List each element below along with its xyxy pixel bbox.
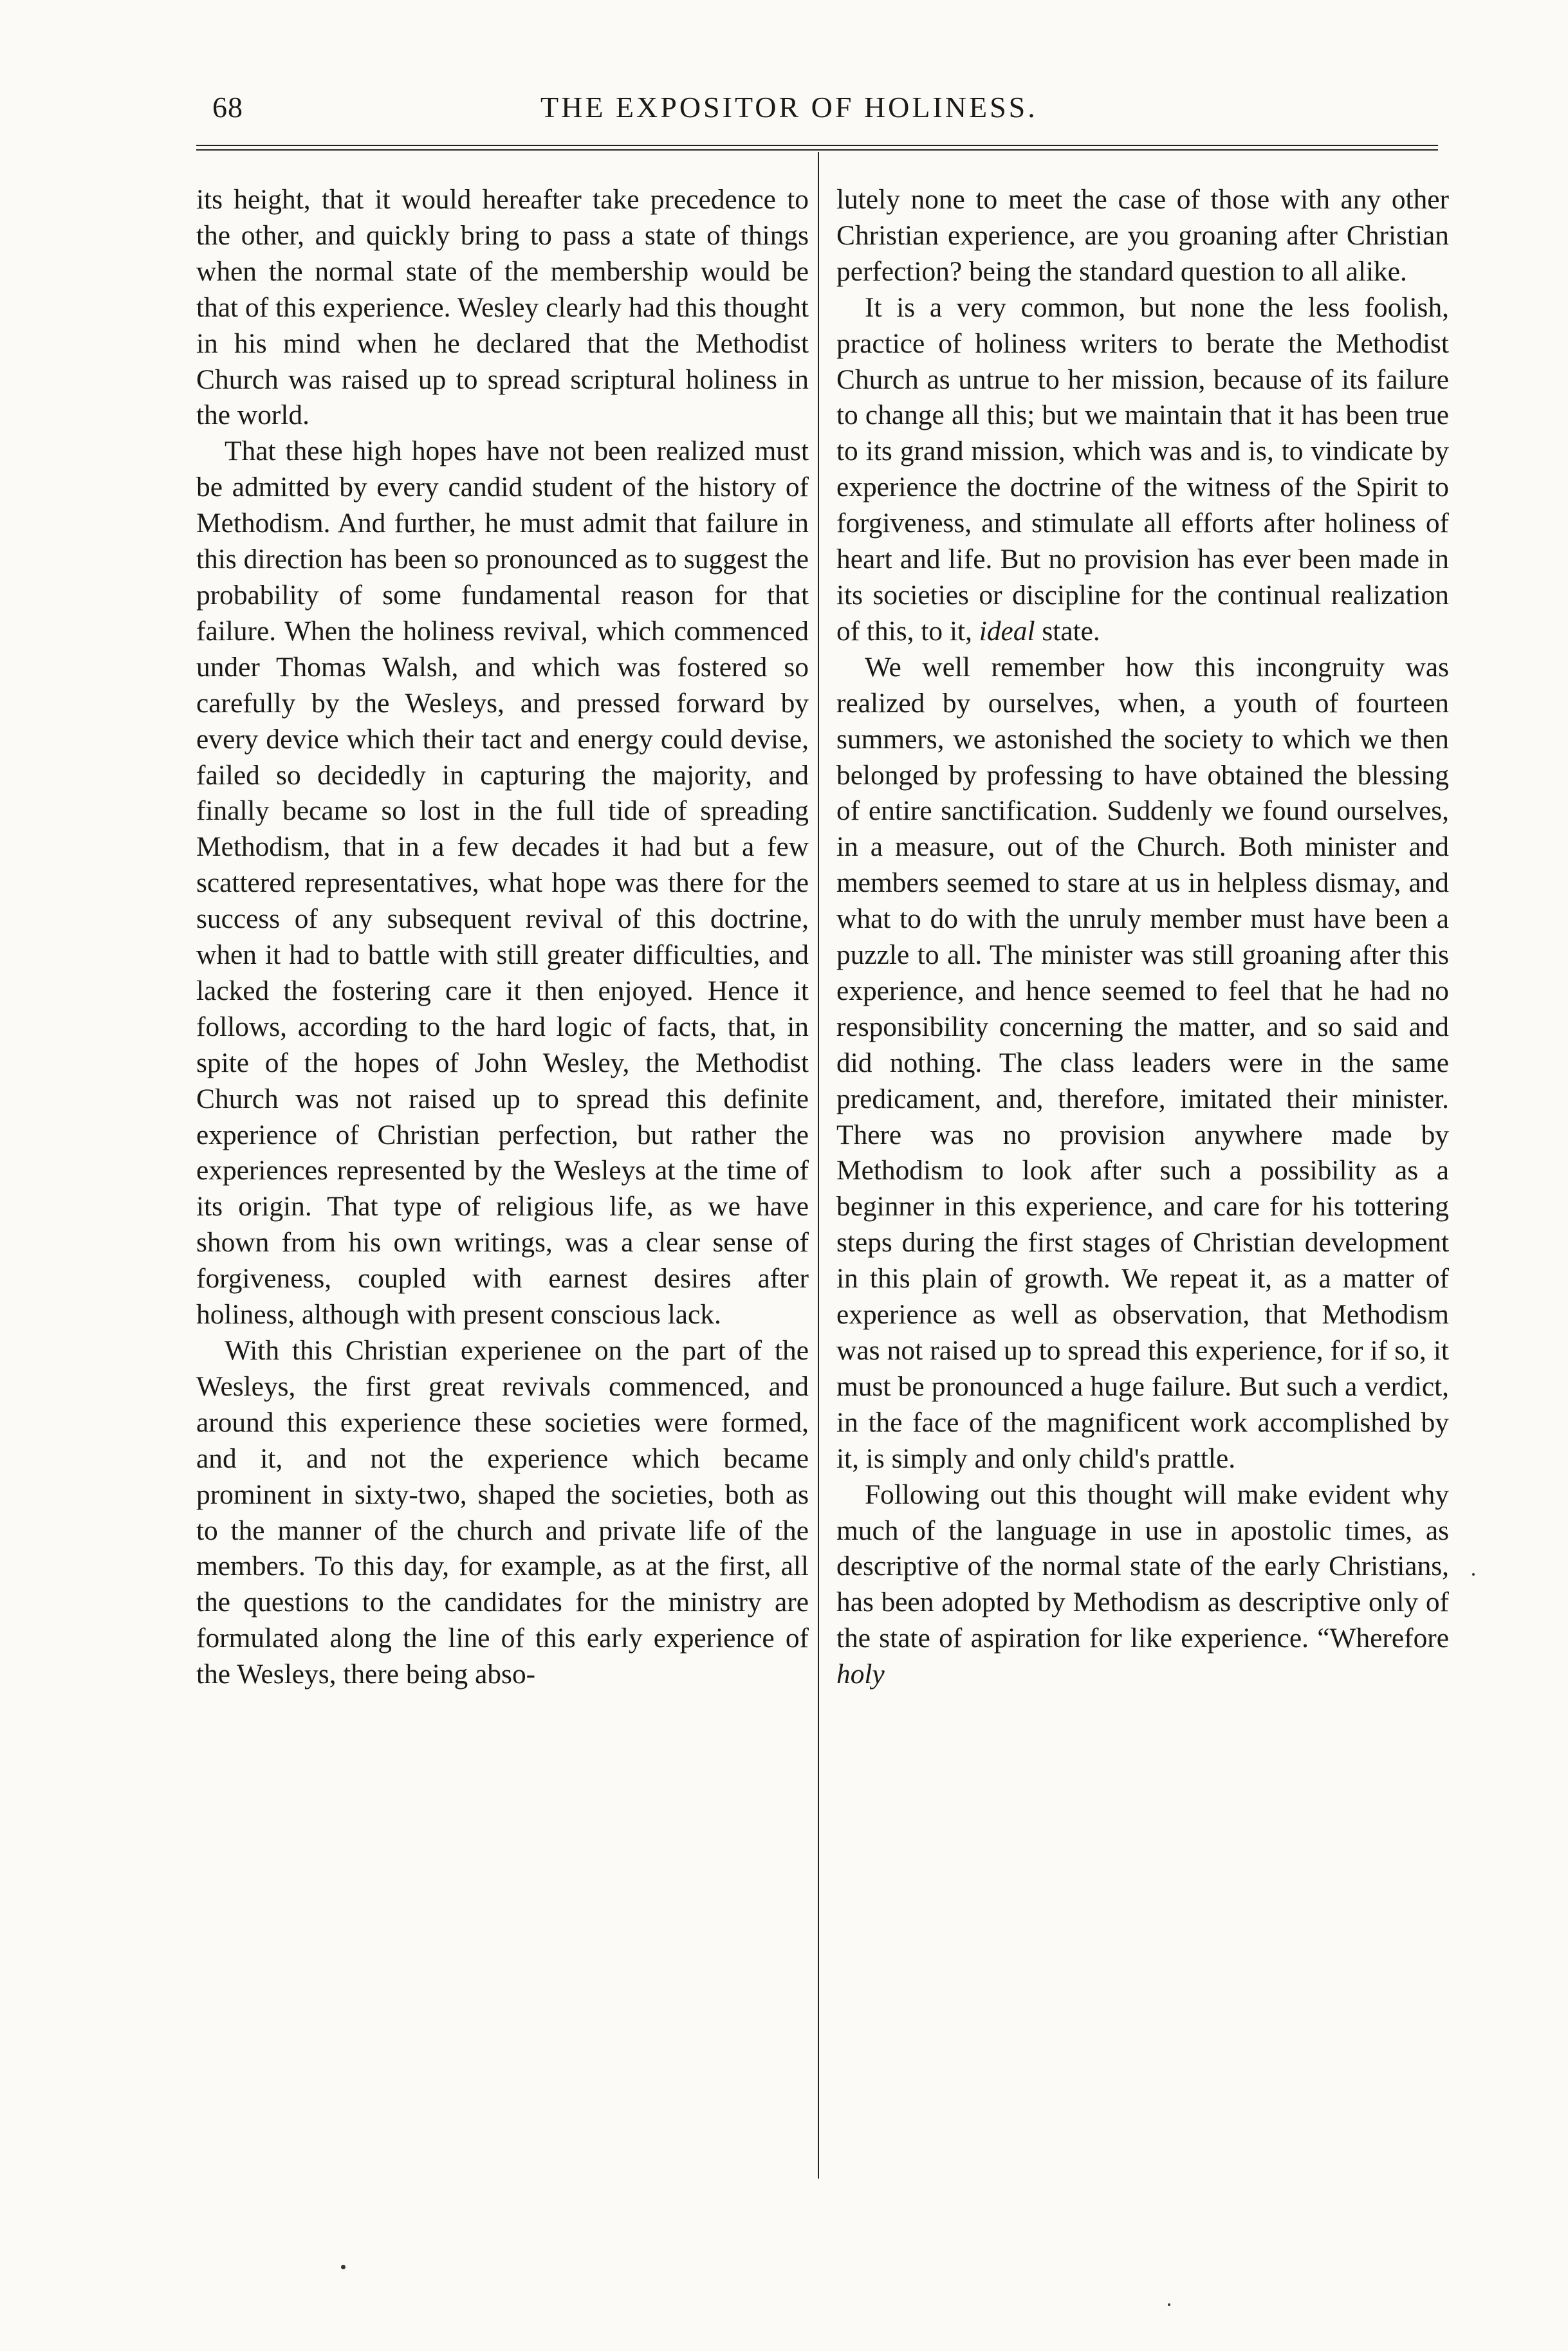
paragraph: lutely none to meet the case of those with any other Christian experience, are you groaning after Christian perfection? being the standard question to all alike. <box>836 184 1449 287</box>
paragraph-text: state. <box>1042 615 1100 647</box>
running-title: THE EXPOSITOR OF HOLINESS. <box>540 91 1038 124</box>
paragraph: With this Christian experienee on the part of the Wesleys, the first great revivals commenced, and around this experience these societies were formed, and it, and not the experience which became prominent in sixty-two, shaped the societies, both as to the manner of the church and private life of the members. To this day, for example, as at the first, all the questions to the candidates for the ministry are formulated along the line of this early experience of the Wesleys, there being abso- <box>196 1335 809 1690</box>
paragraph <box>836 290 1449 650</box>
paragraph-text: It is a very common, but none the less foolish, practice of holiness writers to berate the Methodist Church as untrue to her mission, because of its failure to change all this; but we maintain that it has been true to its grand mission, which was and is, to vindicate by experience the doctrine of the witness of the Spirit to forgiveness, and stimulate all efforts after holiness of heart and life. But no provision has ever been made in its societies or discipline for the continual realization of this, to it, <box>836 291 1449 647</box>
header-rule-bottom <box>196 149 1438 151</box>
column-divider <box>818 152 819 2179</box>
italic-word: holy <box>836 1659 885 1690</box>
header-rule-top <box>196 145 1438 146</box>
print-speck <box>341 2265 346 2269</box>
page-number: 68 <box>212 91 243 124</box>
print-speck <box>1168 2303 1170 2306</box>
paragraph: its height, that it would hereafter take precedence to the other, and quickly bring to pass a state of things when the normal state of the membership would be that of this experience. Wesley clearly had this thought in his mind when he declared that the Methodist Church was raised up to spread scriptural holiness in the world. <box>196 184 809 431</box>
paragraph: That these high hopes have not been realized must be admitted by every candid student of the history of Methodism. And further, he must admit that failure in this direction has been so pronounced as to suggest the probability of some fundamental reason for that failure. When the holiness revival, which commenced under Thomas Walsh, and which was fostered so carefully by the Wesleys, and pressed forward by every device which their tact and energy could devise, failed so decidedly in capturing the majority, and finally became so lost in the full tide of spreading Methodism, that in a few decades it had but a few scattered representatives, what hope was there for the success of any subsequent revival of this doctrine, when it had to battle with still greater difficulties, and lacked the fostering care it then enjoyed. Hence it follows, according to the hard logic of facts, that, in spite of the hopes of John Wesley, the Methodist Church was not raised up to spread this definite experience of Christian perfection, but rather the experiences represented by the Wesleys at the time of its origin. That type of religious life, as we have shown from his own writings, was a clear sense of forgiveness, coupled with earnest desires after holiness, although with present conscious lack. <box>196 436 809 1331</box>
right-column <box>836 182 1449 1693</box>
italic-word: ideal <box>979 615 1035 647</box>
print-speck <box>1472 1573 1475 1576</box>
paragraph <box>836 1477 1449 1693</box>
paragraph: We well remember how this incongruity was realized by ourselves, when, a youth of fourteen summers, we astonished the society to which we then belonged by professing to have obtained the blessing of entire sanctification. Suddenly we found ourselves, in a measure, out of the Church. Both minister and members seemed to stare at us in helpless dismay, and what to do with the unruly member must have been a puzzle to all. The minister was still groaning after this experience, and hence seemed to feel that he had no responsibility concerning the matter, and so said and did nothing. The class leaders were in the same predicament, and, therefore, imitated their minister. There was no provision anywhere made by Methodism to look after such a possibility as a beginner in this experience, and care for his tottering steps during the first stages of Christian development in this plain of growth. We repeat it, as a matter of experience as well as observation, that Methodism was not raised up to spread this experience, for if so, it must be pronounced a huge failure. But such a verdict, in the face of the magnificent work accomplished by it, is simply and only child's prattle. <box>836 651 1449 1474</box>
paragraph-text: Following out this thought will make evident why much of the language in use in apostolic times, as descriptive of the normal state of the early Christians, has been adopted by Methodism as descriptive only of the state of aspiration for like experience. “Wherefore <box>836 1479 1449 1654</box>
left-column <box>196 182 809 1693</box>
